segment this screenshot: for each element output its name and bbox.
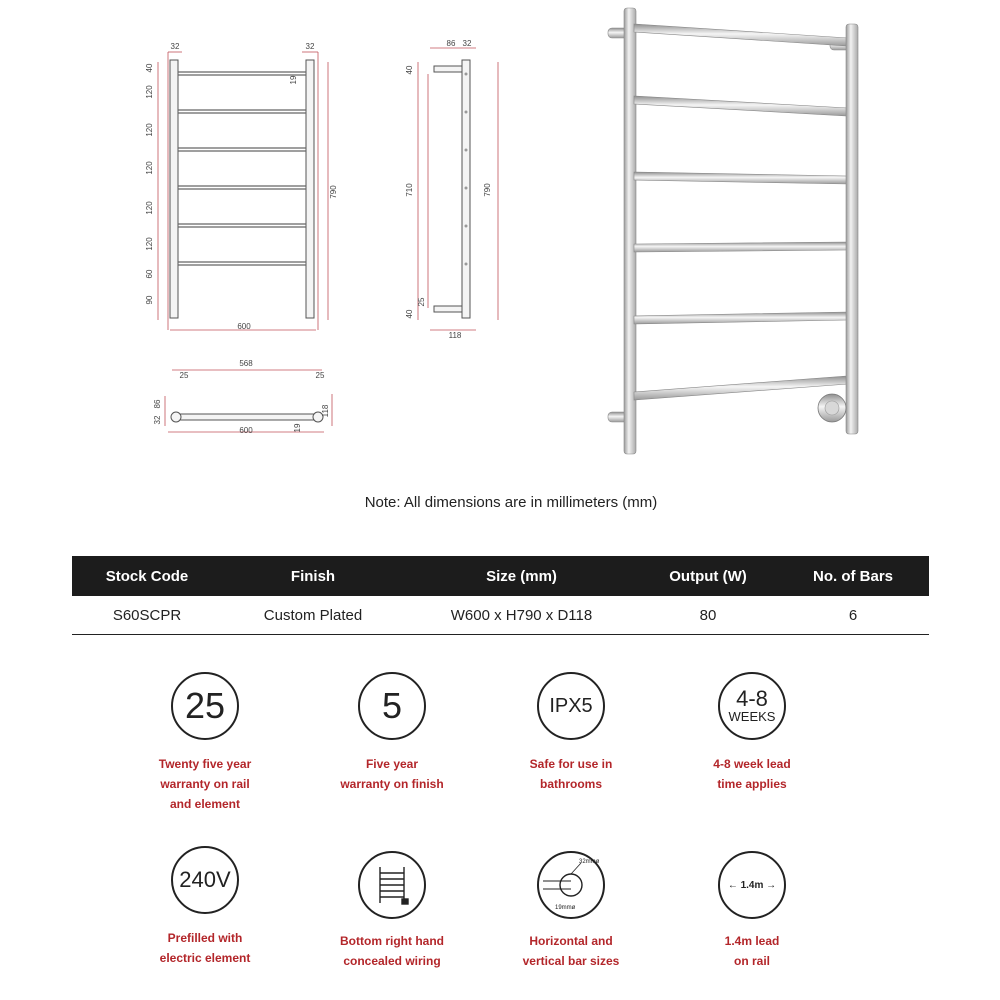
front-dim-4: 120 bbox=[145, 161, 154, 175]
lead-length-value: 1.4m bbox=[740, 879, 764, 891]
cell-size: W600 x H790 x D118 bbox=[404, 596, 639, 635]
caption-line: warranty on finish bbox=[340, 777, 444, 791]
header-output: Output (W) bbox=[639, 556, 777, 596]
caption-line: 1.4m lead bbox=[724, 934, 780, 948]
ipx5-icon bbox=[537, 672, 605, 740]
header-finish: Finish bbox=[222, 556, 404, 596]
feature-warranty-rail bbox=[115, 672, 295, 814]
front-dim-19: 19 bbox=[289, 75, 298, 85]
feature-ipx5 bbox=[481, 672, 661, 794]
front-height: 790 bbox=[329, 185, 338, 199]
header-stock-code: Stock Code bbox=[72, 556, 222, 596]
warranty-5-icon bbox=[358, 672, 426, 740]
dimension-drawings bbox=[0, 0, 520, 450]
feature-caption bbox=[302, 931, 482, 971]
cell-no-of-bars: 6 bbox=[777, 596, 929, 635]
side-dim-790: 790 bbox=[483, 183, 492, 197]
side-top-86: 86 bbox=[446, 39, 456, 48]
table-header-row bbox=[72, 556, 929, 596]
front-dim-6: 120 bbox=[145, 237, 154, 251]
feature-caption bbox=[302, 754, 482, 794]
bar-diameter-icon bbox=[539, 853, 603, 917]
plan-dim-25-right: 25 bbox=[315, 371, 325, 380]
arrow-left-icon: ← bbox=[727, 879, 738, 891]
caption-line: and element bbox=[169, 797, 241, 811]
side-dim-118: 118 bbox=[448, 331, 462, 340]
caption-line: Twenty five year bbox=[158, 757, 252, 771]
lead-time-value: 4-8 bbox=[736, 685, 768, 711]
caption-line: on rail bbox=[733, 954, 770, 968]
voltage-value: 240V bbox=[179, 867, 231, 892]
plan-dim-118: 118 bbox=[321, 404, 330, 418]
voltage-icon bbox=[171, 846, 239, 914]
feature-concealed-wiring bbox=[302, 851, 482, 971]
side-top-32: 32 bbox=[462, 39, 472, 48]
arrow-right-icon: → bbox=[766, 879, 777, 891]
front-dim-8: 90 bbox=[145, 295, 154, 305]
feature-caption bbox=[115, 928, 295, 968]
lead-time-icon bbox=[718, 672, 786, 740]
caption-line: Bottom right hand bbox=[340, 934, 444, 948]
plan-dim-600: 600 bbox=[239, 426, 253, 435]
caption-line: Prefilled with bbox=[167, 931, 243, 945]
header-no-of-bars: No. of Bars bbox=[777, 556, 929, 596]
feature-caption bbox=[662, 754, 842, 794]
side-dim-710: 710 bbox=[405, 183, 414, 197]
feature-caption bbox=[481, 931, 661, 971]
bar-size-32: 32mmø bbox=[579, 859, 600, 865]
feature-warranty-finish bbox=[302, 672, 482, 794]
cell-stock-code: S60SCPR bbox=[72, 596, 222, 635]
plan-dim-19: 19 bbox=[293, 423, 302, 433]
side-dim-40-top: 40 bbox=[405, 65, 414, 75]
dimensions-note: Note: All dimensions are in millimeters (mm) bbox=[364, 494, 658, 511]
plan-dim-25-left: 25 bbox=[179, 371, 189, 380]
caption-line: Safe for use in bbox=[529, 757, 613, 771]
plan-dim-86: 86 bbox=[153, 399, 162, 409]
front-dim-5: 120 bbox=[145, 201, 154, 215]
cell-finish: Custom Plated bbox=[222, 596, 404, 635]
warranty-25-value: 25 bbox=[184, 685, 226, 726]
caption-line: 4-8 week lead bbox=[713, 757, 791, 771]
ipx5-value: IPX5 bbox=[549, 694, 593, 717]
caption-line: time applies bbox=[717, 777, 787, 791]
lead-time-unit: WEEKS bbox=[728, 708, 776, 724]
front-top-width-right: 32 bbox=[305, 42, 315, 51]
caption-line: warranty on rail bbox=[160, 777, 250, 791]
front-width: 600 bbox=[237, 322, 251, 331]
front-dim-1: 40 bbox=[145, 63, 154, 73]
caption-line: bathrooms bbox=[539, 777, 602, 791]
caption-line: Horizontal and bbox=[529, 934, 613, 948]
lead-length-icon bbox=[718, 851, 786, 919]
side-dim-40-bottom: 40 bbox=[405, 309, 414, 319]
front-dim-2: 120 bbox=[145, 85, 154, 99]
warranty-25-icon bbox=[171, 672, 239, 740]
spec-table bbox=[72, 556, 929, 635]
header-size: Size (mm) bbox=[404, 556, 639, 596]
plan-dim-568: 568 bbox=[239, 359, 253, 368]
feature-lead-length bbox=[662, 851, 842, 971]
lead-length-label bbox=[728, 880, 776, 891]
bar-size-19: 19mmø bbox=[555, 905, 576, 911]
front-dim-7: 60 bbox=[145, 269, 154, 279]
feature-caption bbox=[662, 931, 842, 971]
front-top-width-left: 32 bbox=[170, 42, 180, 51]
side-dim-25: 25 bbox=[417, 297, 426, 307]
caption-line: concealed wiring bbox=[343, 954, 441, 968]
feature-lead-time bbox=[662, 672, 842, 794]
caption-line: vertical bar sizes bbox=[522, 954, 620, 968]
towel-rail-render bbox=[600, 0, 880, 460]
rail-wiring-icon bbox=[372, 863, 412, 907]
feature-caption bbox=[481, 754, 661, 794]
plan-dim-32: 32 bbox=[153, 415, 162, 425]
feature-prefilled bbox=[115, 846, 295, 968]
table-row bbox=[72, 596, 929, 635]
feature-bar-sizes bbox=[481, 851, 661, 971]
front-dim-3: 120 bbox=[145, 123, 154, 137]
wiring-rail-icon bbox=[358, 851, 426, 919]
cell-output: 80 bbox=[639, 596, 777, 635]
caption-line: Five year bbox=[365, 757, 419, 771]
feature-caption bbox=[115, 754, 295, 814]
warranty-5-value: 5 bbox=[381, 685, 403, 726]
caption-line: electric element bbox=[159, 951, 251, 965]
bar-sizes-icon bbox=[537, 851, 605, 919]
